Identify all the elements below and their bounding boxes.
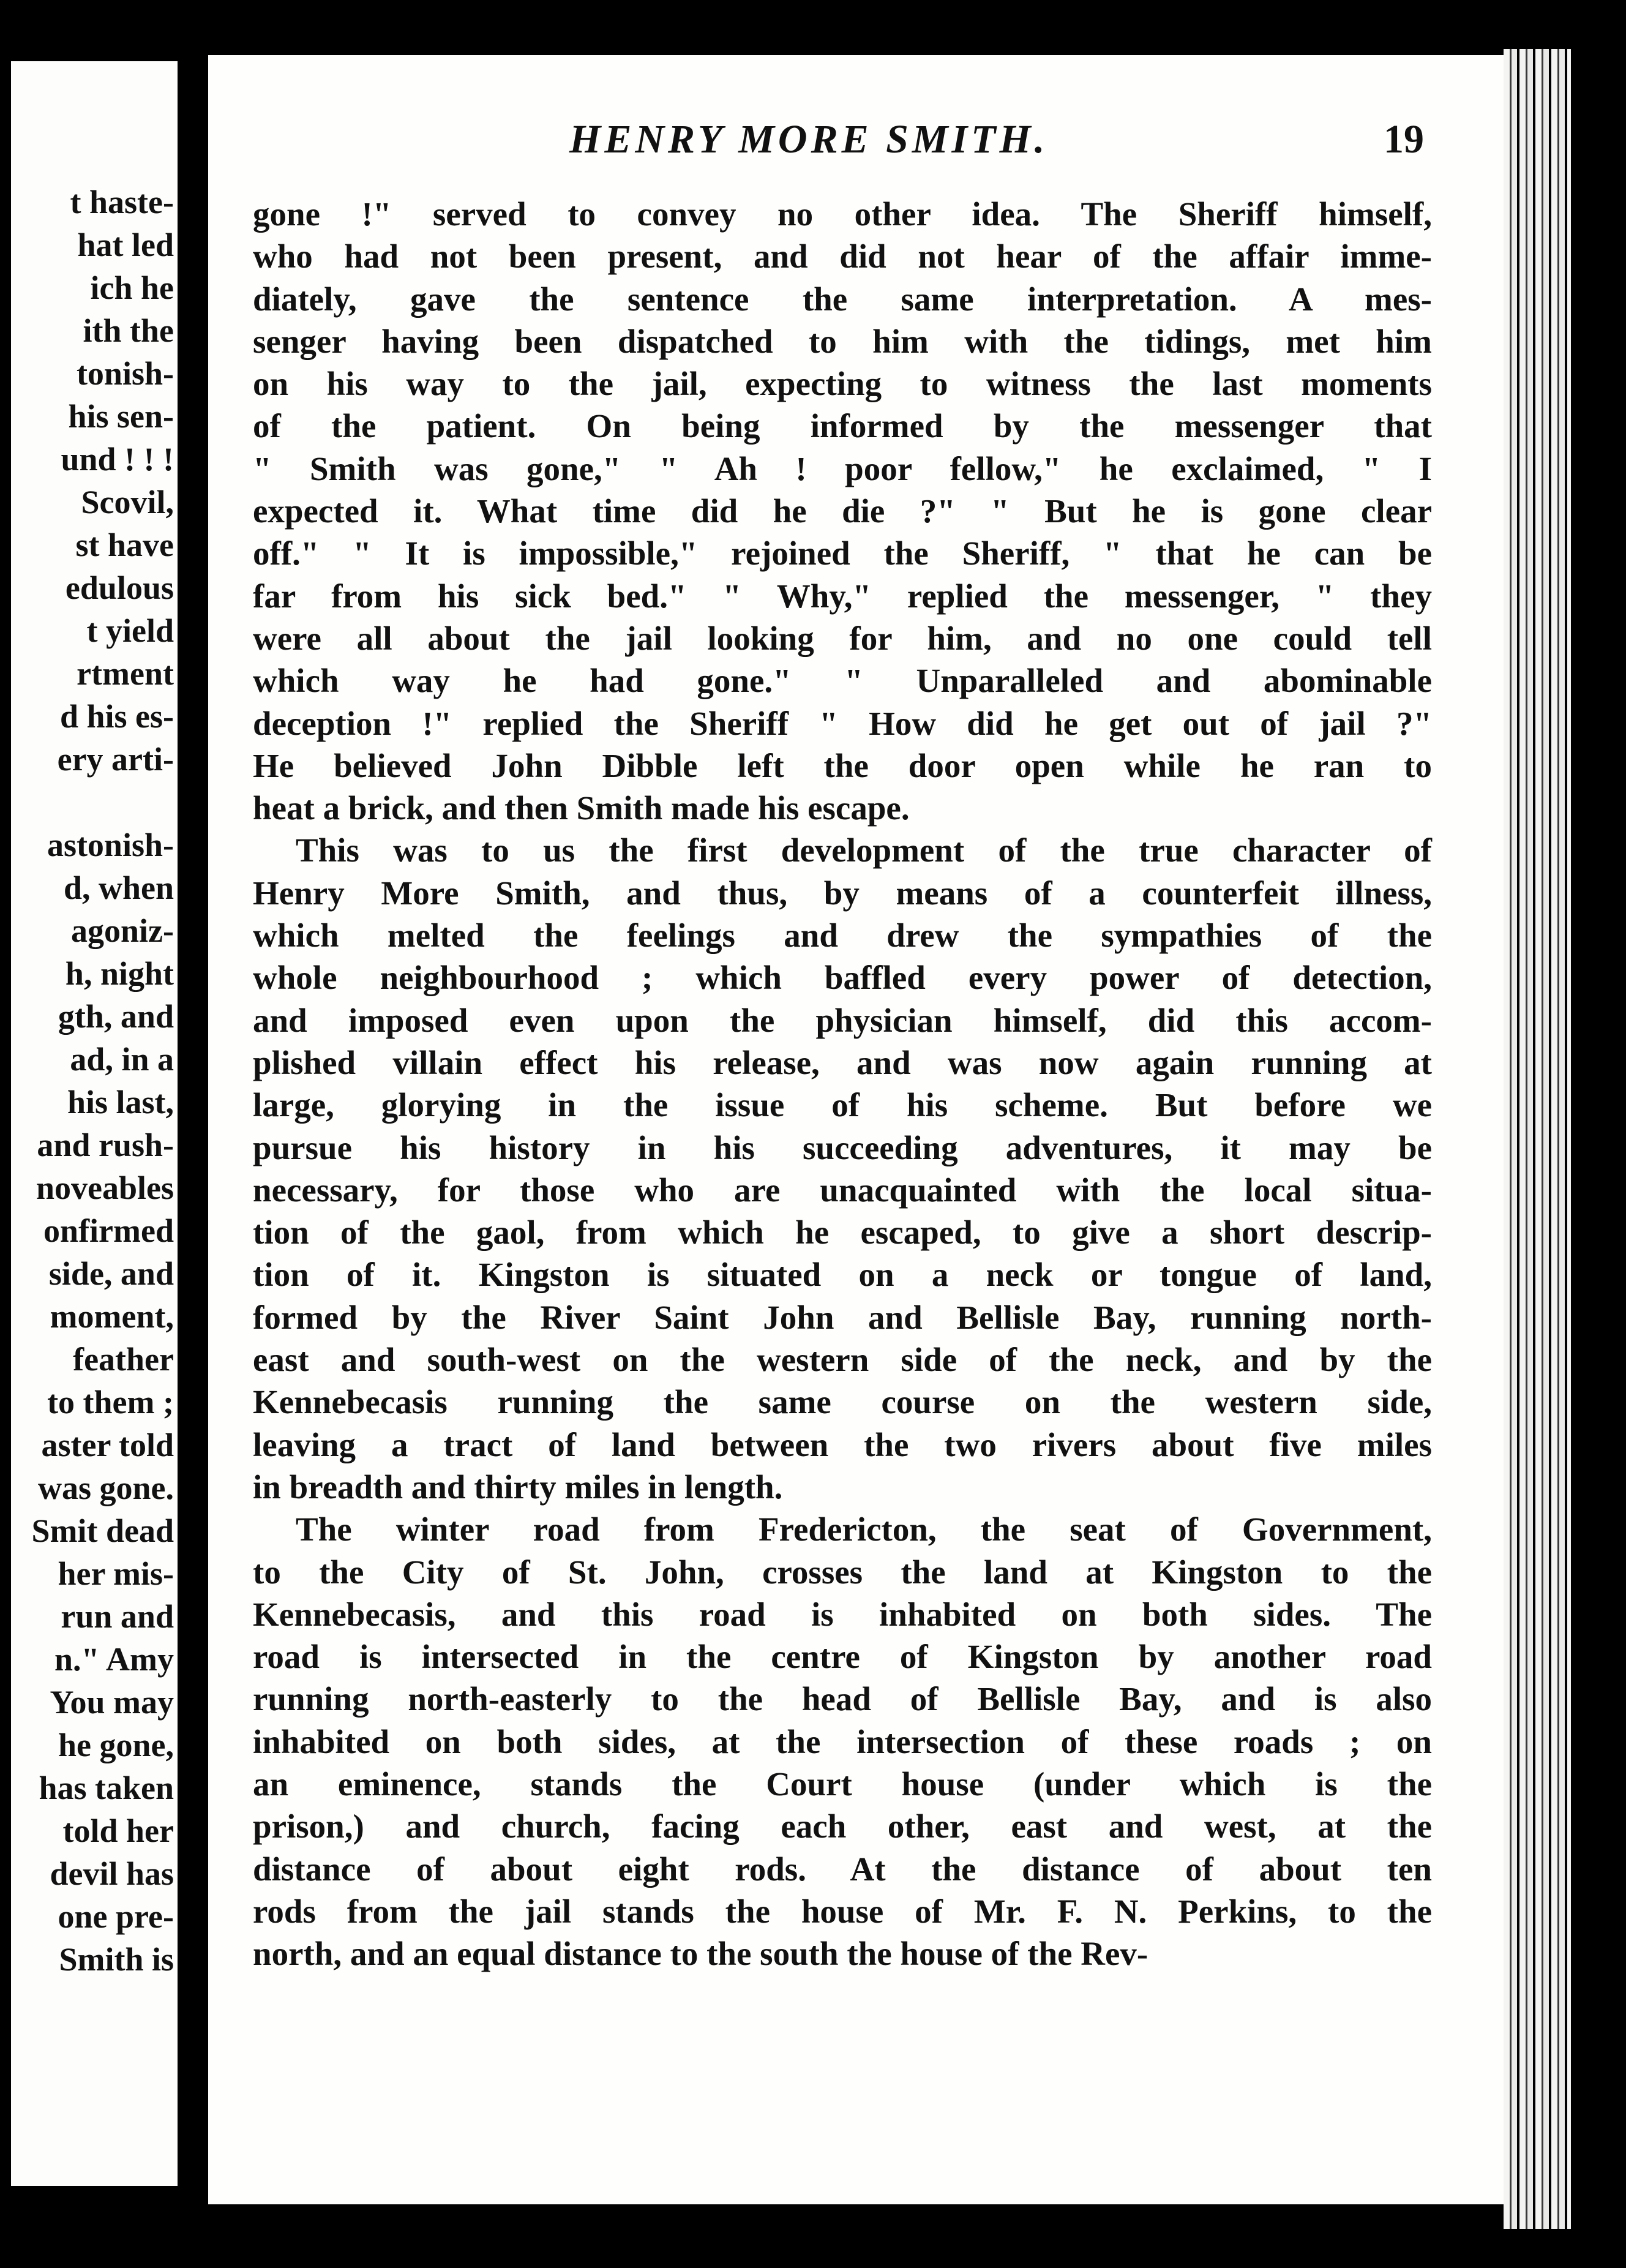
text-line: road is intersected in the centre of Kingston by another road — [253, 1638, 1432, 1676]
text-line: off." " It is impossible," rejoined the Sheriff, " that he can be — [253, 535, 1432, 573]
facing-page-line: his last, — [67, 1084, 174, 1121]
facing-page-fragment — [11, 61, 178, 2186]
text-line: far from his sick bed." " Why," replied the messenger, " they — [253, 577, 1432, 615]
facing-page-line: st have — [75, 527, 174, 563]
text-line: north, and an equal distance to the south the house of the Rev- — [253, 1935, 1148, 1973]
text-line: necessary, for those who are unacquainted with the local situa- — [253, 1171, 1432, 1209]
text-line: prison,) and church, facing each other, east and west, at the — [253, 1808, 1432, 1846]
text-line: on his way to the jail, expecting to witness the last moments — [253, 365, 1432, 403]
facing-page-line: noveables — [36, 1170, 174, 1206]
facing-page-line: moment, — [50, 1298, 174, 1335]
body-text — [253, 193, 1432, 1975]
facing-page-line: agoniz- — [71, 912, 174, 949]
text-line: distance of about eight rods. At the distance of about ten — [253, 1850, 1432, 1888]
text-line: who had not been present, and did not hear of the affair imme- — [253, 238, 1432, 276]
page-edges — [1504, 49, 1571, 2229]
facing-page-line: devil has — [50, 1855, 174, 1892]
facing-page-line: onfirmed — [43, 1212, 174, 1249]
facing-page-line: astonish- — [47, 827, 174, 863]
text-line: inhabited on both sides, at the intersection of these roads ; on — [253, 1722, 1432, 1760]
facing-page-line: ith the — [83, 312, 174, 349]
facing-page-line: rtment — [77, 655, 174, 692]
facing-page-line: t yield — [86, 612, 174, 649]
facing-page-line: run and — [61, 1598, 174, 1635]
text-line: Henry More Smith, and thus, by means of a counterfeit illness, — [253, 874, 1432, 912]
text-line: in breadth and thirty miles in length. — [253, 1468, 783, 1506]
text-line: senger having been dispatched to him with the tidings, met him — [253, 322, 1432, 360]
text-line: Kennebecasis, and this road is inhabited on both sides. The — [253, 1595, 1432, 1633]
facing-page-line: to them ; — [47, 1384, 174, 1421]
facing-page-line: You may — [50, 1684, 174, 1721]
facing-page-line: he gone, — [58, 1727, 174, 1763]
text-line: running north-easterly to the head of Bellisle Bay, and is also — [253, 1680, 1432, 1718]
facing-page-line: his sen- — [68, 398, 174, 435]
facing-page-line: and rush- — [37, 1127, 174, 1163]
text-line: pursue his history in his succeeding adventures, it may be — [253, 1128, 1432, 1166]
text-line: gone !" served to convey no other idea. The Sheriff himself, — [253, 195, 1432, 233]
facing-page-line: d, when — [63, 869, 174, 906]
text-line: were all about the jail looking for him, and no one could tell — [253, 619, 1432, 657]
facing-page-line: n." Amy — [54, 1641, 174, 1678]
facing-page-line: aster told — [41, 1427, 174, 1463]
text-line: This was to us the first development of the true character of — [296, 832, 1432, 869]
facing-page-line — [11, 781, 174, 824]
facing-page-line: told her — [62, 1812, 174, 1849]
facing-page-line: h, night — [65, 955, 174, 992]
text-line: tion of the gaol, from which he escaped, to give a short descrip- — [253, 1214, 1432, 1252]
facing-page-line: side, and — [48, 1255, 174, 1292]
text-line: which way he had gone." " Unparalleled and abominable — [253, 662, 1432, 700]
facing-page-line: her mis- — [58, 1555, 174, 1592]
text-line: expected it. What time did he die ?" " But he is gone clear — [253, 492, 1432, 530]
text-line: tion of it. Kingston is situated on a neck or tongue of land, — [253, 1256, 1432, 1294]
text-line: and imposed even upon the physician himself, did this accom- — [253, 1001, 1432, 1039]
facing-page-line: edulous — [65, 569, 174, 606]
facing-page-line: was gone. — [37, 1470, 174, 1506]
text-line: He believed John Dibble left the door open while he ran to — [253, 746, 1432, 784]
book-gutter — [178, 0, 208, 2268]
text-line: east and south-west on the western side of the neck, and by the — [253, 1341, 1432, 1379]
facing-page-line: one pre- — [58, 1898, 174, 1935]
facing-page-line: und ! ! ! — [61, 441, 174, 478]
facing-page-line: Smit dead — [31, 1512, 174, 1549]
text-line: to the City of St. John, crosses the land at Kingston to the — [253, 1553, 1432, 1591]
text-line: formed by the River Saint John and Bellisle Bay, running north- — [253, 1298, 1432, 1336]
facing-page-line: ery arti- — [57, 741, 174, 778]
facing-page-line: ich he — [90, 269, 174, 306]
text-line: an eminence, stands the Court house (under which is the — [253, 1765, 1432, 1803]
text-line: Kennebecasis running the same course on the western side, — [253, 1383, 1432, 1421]
facing-page-line: ad, in a — [70, 1041, 174, 1078]
text-line: rods from the jail stands the house of Mr. F. N. Perkins, to the — [253, 1892, 1432, 1930]
facing-page-line: feather — [73, 1341, 174, 1378]
text-line: plished villain effect his release, and was now again running at — [253, 1043, 1432, 1081]
text-line: of the patient. On being informed by the messenger that — [253, 407, 1432, 445]
text-line: heat a brick, and then Smith made his escape. — [253, 789, 910, 827]
facing-page-line: d his es- — [59, 698, 174, 735]
text-line: large, glorying in the issue of his scheme. But before we — [253, 1086, 1432, 1124]
facing-page-line: Smith is — [59, 1941, 174, 1978]
facing-page-text — [11, 181, 174, 1981]
running-title: HENRY MORE SMITH. — [569, 117, 1049, 162]
text-line: which melted the feelings and drew the sympathies of the — [253, 917, 1432, 955]
facing-page-line: hat led — [77, 227, 174, 263]
text-line: The winter road from Fredericton, the seat of Government, — [296, 1511, 1432, 1549]
book-page — [208, 55, 1504, 2204]
facing-page-line: t haste- — [70, 184, 174, 220]
text-line: leaving a tract of land between the two rivers about five miles — [253, 1425, 1432, 1463]
facing-page-line: tonish- — [76, 355, 174, 392]
running-header — [208, 116, 1504, 165]
text-line: " Smith was gone," " Ah ! poor fellow," he exclaimed, " I — [253, 449, 1432, 487]
text-line: whole neighbourhood ; which baffled every power of detection, — [253, 959, 1432, 997]
facing-page-line: gth, and — [58, 998, 174, 1035]
facing-page-line: Scovil, — [81, 484, 174, 520]
text-line: diately, gave the sentence the same interpretation. A mes- — [253, 280, 1432, 318]
facing-page-line: has taken — [39, 1770, 174, 1806]
page-number: 19 — [1384, 117, 1424, 162]
text-line: deception !" replied the Sheriff " How did he get out of jail ?" — [253, 704, 1432, 742]
